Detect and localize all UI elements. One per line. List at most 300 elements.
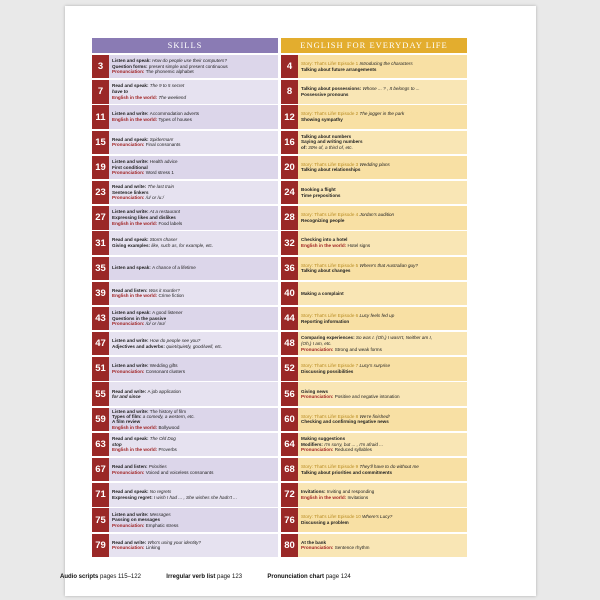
skills-rows xyxy=(92,55,278,557)
text-segment: The weekend xyxy=(158,94,187,100)
text-segment: Story: xyxy=(301,312,315,318)
everyday-row xyxy=(281,433,467,456)
text-segment: present simple and present continuous xyxy=(148,63,228,69)
page-number: 59 xyxy=(92,408,109,431)
text-segment: Read and speak: xyxy=(112,436,150,442)
row-text xyxy=(109,282,278,305)
text-segment: Hotel signs xyxy=(347,243,371,248)
text-segment: Crime fiction xyxy=(158,293,184,299)
row-text xyxy=(109,156,278,179)
text-segment: Showing sympathy xyxy=(301,117,343,123)
text-segment: Lucy feels fed up xyxy=(359,312,395,318)
page-number: 3 xyxy=(92,55,109,78)
row-line xyxy=(301,545,464,551)
text-segment: Emphatic stress xyxy=(145,522,179,528)
text-segment: Health advice xyxy=(149,159,178,165)
text-segment: So was I. (Oh,) I wasn't, Neither am I, xyxy=(355,335,433,341)
text-segment: Read and speak: xyxy=(112,83,150,89)
text-segment: Listen and write: xyxy=(112,209,150,215)
text-segment: Listen and speak: xyxy=(112,310,153,316)
text-segment: Pronunciation: xyxy=(112,522,146,528)
everyday-row xyxy=(281,508,467,531)
text-segment: English in the world: xyxy=(112,447,159,453)
text-segment: Messages xyxy=(149,511,171,517)
everyday-row xyxy=(281,231,467,254)
everyday-row xyxy=(281,332,467,355)
row-line xyxy=(112,321,275,327)
text-segment: Recognizing people xyxy=(301,217,345,223)
page-number: 28 xyxy=(281,206,298,229)
page-number: 51 xyxy=(92,357,109,380)
everyday-column xyxy=(281,38,467,559)
row-line xyxy=(112,170,275,176)
row-line xyxy=(301,495,464,501)
text-segment: Wedding gifts xyxy=(149,363,178,369)
row-text xyxy=(298,257,467,280)
text-segment: I wish I had ... , She wishes she hadn't ... xyxy=(153,494,237,500)
page-number: 16 xyxy=(281,131,298,154)
row-line xyxy=(301,218,464,224)
row-text xyxy=(298,282,467,305)
text-segment: for and since xyxy=(112,394,141,400)
text-segment: Accommodation adverts xyxy=(149,111,200,117)
row-line xyxy=(301,291,464,297)
row-text xyxy=(109,257,278,280)
page-number: 20 xyxy=(281,156,298,179)
text-segment: Question forms: xyxy=(112,63,149,69)
row-line xyxy=(112,545,275,551)
text-segment: Listen and write: xyxy=(112,408,150,414)
everyday-row xyxy=(281,408,467,431)
row-text xyxy=(109,534,278,557)
text-segment: I'm sorry, but ... , I'm afraid ... xyxy=(324,441,384,447)
text-segment: First conditional xyxy=(112,164,148,170)
everyday-row xyxy=(281,80,467,103)
text-segment: Voiced and voiceless consonants xyxy=(145,469,214,475)
row-text xyxy=(109,408,278,431)
text-segment: 30% of, a third of, etc. xyxy=(308,145,353,151)
row-line xyxy=(112,95,275,101)
row-text xyxy=(298,131,467,154)
text-segment: (Oh,) I am, etc. xyxy=(301,340,332,346)
row-line xyxy=(301,419,464,425)
row-text xyxy=(298,80,467,103)
text-segment: Food labels xyxy=(158,220,183,226)
everyday-row xyxy=(281,181,467,204)
everyday-row xyxy=(281,131,467,154)
everyday-row xyxy=(281,483,467,506)
text-segment: Storm chaser xyxy=(149,237,178,243)
skills-row xyxy=(92,382,278,405)
text-segment: That's Life! Episode 2 xyxy=(314,111,360,117)
text-segment: Invitations xyxy=(347,494,369,500)
row-line xyxy=(112,523,275,529)
skills-row xyxy=(92,483,278,506)
everyday-row xyxy=(281,357,467,380)
everyday-row xyxy=(281,534,467,557)
text-segment: Pronunciation: xyxy=(112,368,146,374)
text-segment: English in the world: xyxy=(112,117,159,123)
text-segment: They'll have to do without me xyxy=(359,464,419,470)
text-segment: Story: xyxy=(301,413,315,419)
text-segment: Types of film: xyxy=(112,413,143,419)
page-number: 15 xyxy=(92,131,109,154)
page-number: 71 xyxy=(92,483,109,506)
skills-heading: SKILLS xyxy=(92,38,278,53)
text-segment: Inviting and responding xyxy=(326,489,375,495)
text-segment: Time prepositions xyxy=(301,192,341,198)
text-segment: Pronunciation: xyxy=(112,142,146,148)
text-segment: Discussing a problem xyxy=(301,520,349,526)
skills-row xyxy=(92,433,278,456)
text-segment: English in the world: xyxy=(112,220,159,226)
text-segment: Talking about changes xyxy=(301,268,351,274)
text-segment: Modifiers: xyxy=(301,441,325,447)
everyday-row xyxy=(281,307,467,330)
text-segment: Read and write: xyxy=(112,388,148,394)
row-text xyxy=(298,156,467,179)
row-line xyxy=(112,265,275,271)
page-number: 4 xyxy=(281,55,298,78)
page-number: 39 xyxy=(92,282,109,305)
text-segment: We're finished! xyxy=(359,413,390,419)
row-text xyxy=(109,105,278,128)
text-segment: That's Life! Episode 8 xyxy=(314,413,360,419)
page-number: 40 xyxy=(281,282,298,305)
row-text xyxy=(298,206,467,229)
page-number: 32 xyxy=(281,231,298,254)
text-segment: Pronunciation: xyxy=(301,346,335,352)
row-line xyxy=(112,69,275,75)
page-number: 8 xyxy=(281,80,298,103)
text-segment: The phonemic alphabet xyxy=(145,69,194,75)
text-segment: English in the world: xyxy=(301,494,348,500)
text-segment: Reduced syllables xyxy=(334,447,372,453)
text-segment: How do people use their computers? xyxy=(152,58,227,64)
text-segment: Talking about numbers xyxy=(301,133,352,139)
text-segment: Sentence linkers xyxy=(112,189,149,195)
skills-row xyxy=(92,156,278,179)
row-line xyxy=(301,167,464,173)
skills-row xyxy=(92,55,278,78)
text-segment: Story: xyxy=(301,161,315,167)
everyday-row xyxy=(281,282,467,305)
row-text xyxy=(298,382,467,405)
row-text xyxy=(298,307,467,330)
page-number: 56 xyxy=(281,382,298,405)
everyday-rows xyxy=(281,55,467,557)
text-segment: Making suggestions xyxy=(301,436,346,442)
text-segment: At a restaurant xyxy=(149,209,180,215)
text-segment: Adjectives and adverbs: xyxy=(112,343,167,349)
text-segment: Making a complaint xyxy=(301,290,344,296)
text-segment: Listen and write: xyxy=(112,338,150,344)
row-line xyxy=(301,268,464,274)
everyday-heading: ENGLISH FOR EVERYDAY LIFE xyxy=(281,38,467,53)
row-text xyxy=(109,181,278,204)
text-segment: Pronunciation: xyxy=(112,321,146,327)
row-text xyxy=(109,307,278,330)
text-segment: Spiderman! xyxy=(149,136,174,142)
everyday-row xyxy=(281,105,467,128)
text-segment: Story: xyxy=(301,514,315,520)
row-line xyxy=(301,193,464,199)
text-segment: Read and speak: xyxy=(112,489,150,495)
skills-row xyxy=(92,508,278,531)
row-line xyxy=(112,243,275,249)
row-line xyxy=(301,243,464,249)
text-segment: The last train xyxy=(147,184,175,190)
page-number: 47 xyxy=(92,332,109,355)
text-segment: Pronunciation: xyxy=(301,447,335,453)
text-segment: That's Life! Episode 5 xyxy=(314,262,360,268)
row-text xyxy=(298,181,467,204)
pronunciation-chart-label: Pronunciation chart xyxy=(267,574,325,580)
text-segment: like, such as, for example, etc. xyxy=(151,243,214,248)
text-segment: Story: xyxy=(301,61,315,67)
text-segment: Invitations: xyxy=(301,489,327,495)
row-text xyxy=(109,231,278,254)
everyday-row xyxy=(281,382,467,405)
text-segment: That's Life! Episode 7 xyxy=(314,363,360,369)
audio-scripts-pages: pages 115–122 xyxy=(100,574,141,580)
text-segment: Expressing regret: xyxy=(112,494,154,500)
text-segment: The 9 to 5 secret xyxy=(149,83,185,89)
row-line xyxy=(112,495,275,501)
text-segment: Positive and negative intonation xyxy=(334,394,400,400)
text-segment: Sentence rhythm xyxy=(334,545,370,551)
text-segment: English in the world: xyxy=(112,94,159,100)
page-number: 35 xyxy=(92,257,109,280)
text-segment: /ʊ/ or /uː/ xyxy=(145,195,164,201)
text-segment: Read and speak: xyxy=(112,136,150,142)
text-segment: At the bank xyxy=(301,539,327,545)
row-line xyxy=(112,221,275,227)
text-segment: English in the world: xyxy=(112,424,159,430)
row-text xyxy=(298,433,467,456)
row-line xyxy=(112,344,275,350)
text-segment: That's Life! Episode 1 xyxy=(314,61,360,67)
page-number: 80 xyxy=(281,534,298,557)
skills-row xyxy=(92,131,278,154)
text-segment: Checking into a hotel xyxy=(301,237,348,243)
row-text xyxy=(298,483,467,506)
row-text xyxy=(109,382,278,405)
text-segment: A chance of a lifetime xyxy=(152,265,196,271)
text-segment: Story: xyxy=(301,212,315,218)
text-segment: Read and write: xyxy=(112,539,148,545)
skills-row xyxy=(92,80,278,103)
everyday-row xyxy=(281,458,467,481)
text-segment: Read and speak: xyxy=(112,237,150,243)
text-segment: English in the world: xyxy=(301,243,348,248)
page-number: 72 xyxy=(281,483,298,506)
text-segment: Talking about possessions: xyxy=(301,86,363,92)
text-segment: Was it murder? xyxy=(148,287,180,293)
row-line xyxy=(301,520,464,526)
pronunciation-chart-pages: page 124 xyxy=(325,574,351,580)
skills-column xyxy=(92,38,278,559)
text-segment: How do people see you? xyxy=(149,338,201,344)
skills-row xyxy=(92,231,278,254)
text-segment: Where's that Australian guy? xyxy=(359,262,418,268)
row-line xyxy=(112,369,275,375)
row-line xyxy=(301,67,464,73)
page-number: 60 xyxy=(281,408,298,431)
text-segment: Pronunciation: xyxy=(112,69,146,75)
text-segment: Listen and write: xyxy=(112,511,150,517)
text-segment: Types of houses xyxy=(158,117,192,123)
text-segment: Story: xyxy=(301,111,315,117)
text-segment: That's Life! Episode 4 xyxy=(314,212,360,218)
row-text xyxy=(298,458,467,481)
text-segment: Consonant clusters xyxy=(145,368,186,374)
row-text xyxy=(109,206,278,229)
everyday-row xyxy=(281,55,467,78)
page-number: 76 xyxy=(281,508,298,531)
text-segment: Proverbs xyxy=(158,447,177,453)
row-text xyxy=(109,508,278,531)
row-line xyxy=(112,425,275,430)
text-segment: No regrets xyxy=(149,489,172,495)
text-segment: Final consonants xyxy=(145,142,181,148)
text-segment: Listen and speak: xyxy=(112,265,153,271)
page-number: 19 xyxy=(92,156,109,179)
row-line xyxy=(112,293,275,299)
text-segment: Jordan's audition xyxy=(359,212,395,218)
text-segment: Pronunciation: xyxy=(301,394,335,400)
row-line xyxy=(301,145,464,151)
text-segment: Where's Lucy? xyxy=(362,514,393,520)
row-text xyxy=(109,433,278,456)
text-segment: Comparing experiences: xyxy=(301,335,356,341)
text-segment: Listen and write: xyxy=(112,363,150,369)
row-text xyxy=(298,332,467,355)
text-segment: A good listener xyxy=(152,310,183,316)
text-segment: Read and write: xyxy=(112,184,148,190)
row-line xyxy=(112,394,275,400)
text-segment: That's Life! Episode 9 xyxy=(314,464,360,470)
text-segment: Reporting information xyxy=(301,318,350,324)
page-number: 7 xyxy=(92,80,109,103)
irregular-verb-pages: page 123 xyxy=(217,574,243,580)
everyday-row xyxy=(281,156,467,179)
text-segment: The jogger in the park xyxy=(359,111,405,117)
text-segment: Read and listen: xyxy=(112,287,149,293)
text-segment: The Old Dog xyxy=(149,436,176,442)
text-segment: Whose ... ? , It belongs to ... xyxy=(362,86,420,92)
text-segment: Pronunciation: xyxy=(112,195,146,201)
text-segment: A job application xyxy=(147,388,181,394)
row-text xyxy=(298,508,467,531)
row-text xyxy=(298,357,467,380)
page-number: 43 xyxy=(92,307,109,330)
skills-row xyxy=(92,181,278,204)
text-segment: A film review xyxy=(112,419,141,425)
text-segment: /ɒ/ or /əʊ/ xyxy=(145,321,166,327)
contents-page xyxy=(65,6,536,596)
page-number: 24 xyxy=(281,181,298,204)
page-number: 12 xyxy=(281,105,298,128)
text-segment: Questions in the passive xyxy=(112,315,167,321)
text-segment: Booking a flight xyxy=(301,187,336,193)
row-line xyxy=(112,142,275,148)
text-segment: Story: xyxy=(301,363,315,369)
text-segment: That's Life! Episode 6 xyxy=(314,312,360,318)
text-segment: Pronunciation: xyxy=(112,469,146,475)
page-footer xyxy=(60,574,351,580)
page-number: 63 xyxy=(92,433,109,456)
page-number: 27 xyxy=(92,206,109,229)
row-text xyxy=(109,458,278,481)
row-line xyxy=(112,195,275,201)
row-text xyxy=(109,357,278,380)
text-segment: of: xyxy=(301,145,309,151)
row-line xyxy=(301,447,464,453)
text-segment: English in the world: xyxy=(112,293,159,299)
audio-scripts-label: Audio scripts xyxy=(60,574,99,580)
text-segment: stop xyxy=(112,441,122,447)
text-segment: That's Life! Episode 10 xyxy=(314,514,363,520)
everyday-row xyxy=(281,206,467,229)
row-line xyxy=(301,470,464,476)
row-text xyxy=(298,231,467,254)
text-segment: Checking and confirming negative news xyxy=(301,419,389,425)
text-segment: Strong and weak forms xyxy=(334,346,382,352)
page-number: 48 xyxy=(281,332,298,355)
skills-row xyxy=(92,458,278,481)
row-line xyxy=(301,369,464,375)
text-segment: a comedy, a western, etc. xyxy=(142,413,195,419)
row-line xyxy=(112,117,275,123)
text-segment: Story: xyxy=(301,262,315,268)
skills-row xyxy=(92,534,278,557)
row-line xyxy=(301,347,464,353)
row-line xyxy=(301,394,464,400)
row-text xyxy=(298,105,467,128)
text-segment: Listen and write: xyxy=(112,159,150,165)
row-text xyxy=(109,483,278,506)
text-segment: Read and listen: xyxy=(112,464,149,470)
page-number: 55 xyxy=(92,382,109,405)
text-segment: Lucy's surprise xyxy=(359,363,391,369)
text-segment: Listen and write: xyxy=(112,111,150,117)
text-segment: That's Life! Episode 3 xyxy=(314,161,360,167)
row-text xyxy=(109,131,278,154)
page-number: 11 xyxy=(92,105,109,128)
text-segment: Talking about priorities and commitments xyxy=(301,469,393,475)
text-segment: The history of film xyxy=(149,408,187,414)
text-segment: Passing on messages xyxy=(112,517,161,523)
page-number: 36 xyxy=(281,257,298,280)
text-segment: Story: xyxy=(301,464,315,470)
skills-row xyxy=(92,357,278,380)
page-number: 68 xyxy=(281,458,298,481)
page-number: 52 xyxy=(281,357,298,380)
text-segment: Bollywood xyxy=(158,424,180,430)
page-number: 44 xyxy=(281,307,298,330)
skills-row xyxy=(92,282,278,305)
text-segment: Expressing likes and dislikes xyxy=(112,215,176,221)
skills-row xyxy=(92,206,278,229)
skills-row xyxy=(92,408,278,431)
text-segment: Wedding plans xyxy=(359,161,390,167)
skills-row xyxy=(92,307,278,330)
skills-row xyxy=(92,332,278,355)
text-segment: Giving news xyxy=(301,388,329,394)
row-line xyxy=(301,92,464,98)
text-segment: Listen and speak: xyxy=(112,58,153,64)
